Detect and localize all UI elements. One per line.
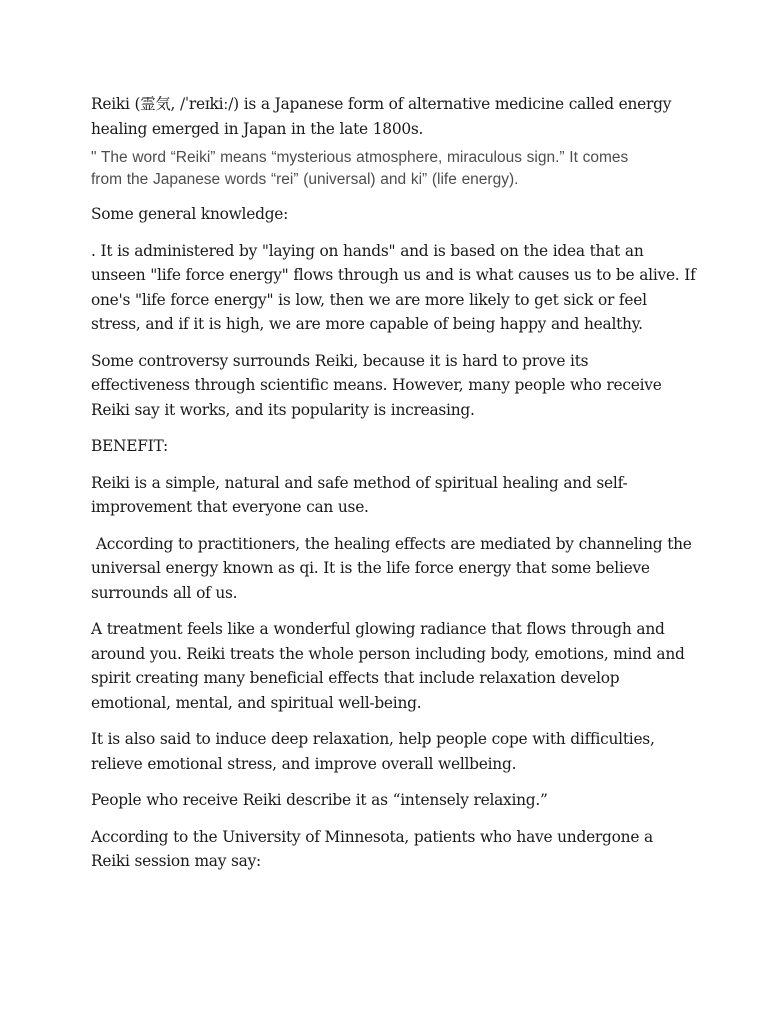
text-line: Some controversy surrounds Reiki, because it is hard to prove its	[91, 351, 589, 370]
text-line: " The word “Reiki” means “mysterious atmosphere, miraculous sign.” It comes	[91, 149, 629, 166]
text-line: Reiki session may say:	[91, 852, 261, 870]
text-line: spirit creating many beneficial effects that include relaxation develop	[91, 669, 620, 687]
controversy-paragraph	[91, 349, 691, 423]
text-line: effectiveness through scientific means. However, many people who receive	[91, 376, 662, 394]
simple-method-paragraph	[91, 471, 691, 520]
laying-on-hands-paragraph	[91, 239, 696, 337]
text-line: Reiki say it works, and its popularity is increasing.	[91, 400, 475, 419]
intensely-relaxing-paragraph	[91, 788, 691, 813]
minnesota-paragraph	[91, 825, 691, 874]
text-line: healing emerged in Japan in the late 1800s.	[91, 119, 424, 138]
text-line: stress, and if it is high, we are more capable of being happy and healthy.	[91, 315, 643, 333]
text-line: It is also said to induce deep relaxation, help people cope with difficulties,	[91, 730, 655, 748]
text-line: According to the University of Minnesota, patients who have undergone a	[91, 827, 653, 846]
text-line: from the Japanese words “rei” (universal) and ki” (life energy).	[91, 171, 519, 188]
text-line: Reiki is a simple, natural and safe method of spiritual healing and self-	[91, 473, 628, 492]
text-line: emotional, mental, and spiritual well-being.	[91, 693, 422, 712]
text-line: According to practitioners, the healing effects are mediated by channeling the	[91, 534, 692, 553]
text-line: People who receive Reiki describe it as “intensely relaxing.”	[91, 791, 548, 809]
text-line: one's "life force energy" is low, then we are more likely to get sick or feel	[91, 290, 647, 309]
text-line: universal energy known as qi. It is the life force energy that some believe	[91, 559, 650, 577]
text-line: improvement that everyone can use.	[91, 498, 369, 516]
text-line: Some general knowledge:	[91, 205, 289, 223]
benefit-heading	[91, 434, 691, 459]
relaxation-paragraph	[91, 727, 691, 776]
definition-quote	[91, 147, 691, 191]
text-line: unseen "life force energy" flows through us and is what causes us to be alive. If	[91, 266, 696, 284]
intro-paragraph	[91, 92, 691, 141]
document-page	[91, 92, 696, 886]
practitioners-paragraph	[91, 532, 691, 606]
text-line: BENEFIT:	[91, 437, 168, 455]
treatment-paragraph	[91, 617, 691, 715]
text-line: relieve emotional stress, and improve overall wellbeing.	[91, 754, 517, 773]
general-knowledge-heading	[91, 202, 691, 227]
text-line: A treatment feels like a wonderful glowing radiance that flows through and	[91, 620, 665, 638]
text-line: surrounds all of us.	[91, 583, 238, 602]
text-line: around you. Reiki treats the whole person including body, emotions, mind and	[91, 644, 685, 663]
text-line: . It is administered by "laying on hands" and is based on the idea that an	[91, 241, 644, 260]
text-line: Reiki (霊気, /ˈreɪkiː/) is a Japanese form of alternative medicine called energy	[91, 95, 672, 113]
